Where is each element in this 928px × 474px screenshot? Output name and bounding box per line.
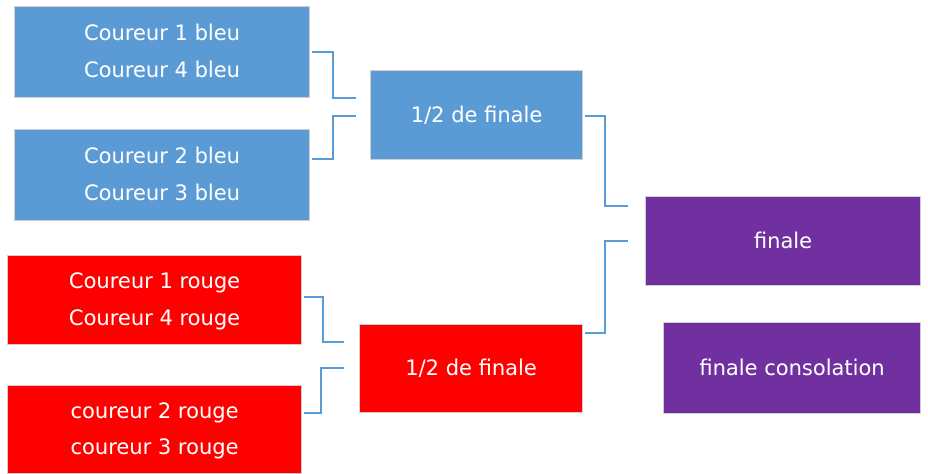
match-box-blue-1 bbox=[14, 6, 310, 98]
consolation-final-box bbox=[663, 322, 921, 414]
connector-red-pair-1-to-semi bbox=[304, 297, 344, 342]
semifinal-label: 1/2 de finale bbox=[405, 356, 537, 380]
runner-label: coureur 2 rouge bbox=[70, 399, 239, 423]
final-label: finale bbox=[753, 228, 813, 253]
semifinal-label: 1/2 de finale bbox=[410, 102, 543, 127]
match-box-red-2 bbox=[7, 385, 302, 474]
runner-label: Coureur 1 bleu bbox=[84, 21, 240, 45]
match-box-red-1 bbox=[7, 255, 302, 345]
semifinal-box-red bbox=[359, 324, 583, 413]
runner-label: Coureur 1 rouge bbox=[68, 269, 241, 294]
runner-label: Coureur 3 bleu bbox=[84, 181, 240, 205]
connector-blue-pair-2-to-semi bbox=[312, 116, 356, 159]
connector-red-semi-to-final bbox=[585, 241, 628, 333]
runner-label: Coureur 2 bleu bbox=[84, 144, 240, 168]
final-box bbox=[645, 196, 921, 286]
runner-label: Coureur 4 bleu bbox=[84, 58, 240, 82]
connector-red-pair-2-to-semi bbox=[304, 368, 344, 413]
runner-label: Coureur 4 rouge bbox=[68, 305, 241, 330]
semifinal-box-blue bbox=[370, 70, 583, 160]
runner-label: coureur 3 rouge bbox=[70, 435, 239, 459]
connector-blue-semi-to-final bbox=[585, 116, 628, 206]
connector-blue-pair-1-to-semi bbox=[312, 52, 356, 98]
consolation-final-label: finale consolation bbox=[699, 355, 885, 380]
match-box-blue-2 bbox=[14, 129, 310, 221]
